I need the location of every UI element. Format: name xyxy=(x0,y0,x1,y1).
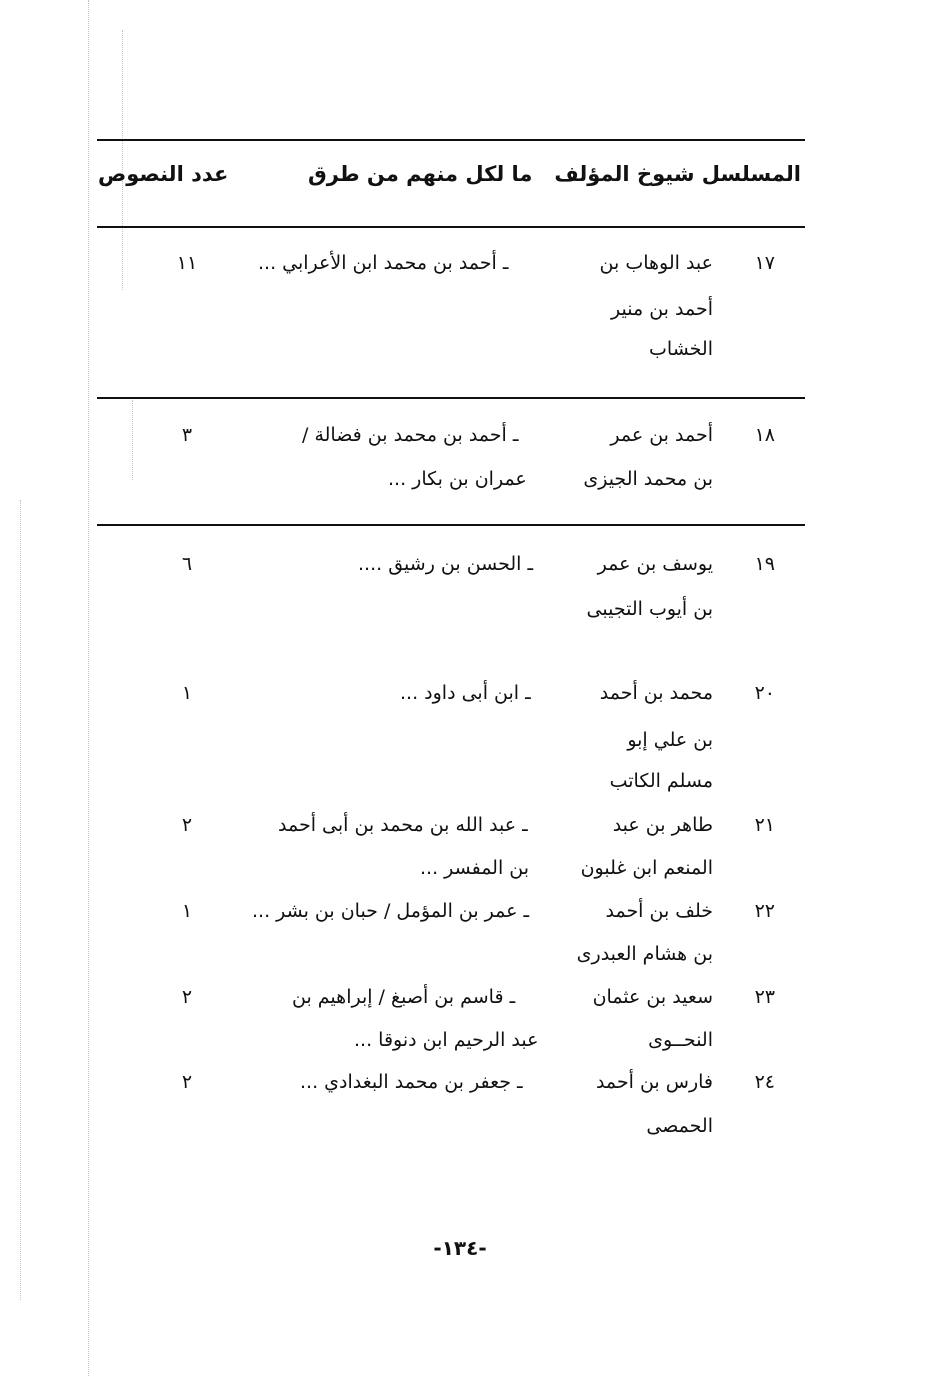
teacher-name: المنعم ابن غلبون xyxy=(580,857,713,879)
text-count: ٢ xyxy=(181,1071,193,1093)
text-count: ٢ xyxy=(181,814,193,836)
teacher-name: بن علي إبو xyxy=(627,729,713,751)
transmission-chain: ـ عبد الله بن محمد بن أبى أحمد xyxy=(278,814,528,836)
row-serial: ١٨ xyxy=(754,424,775,446)
teacher-name: خلف بن أحمد xyxy=(605,900,713,922)
transmission-chain: ـ قاسم بن أصبغ / إبراهيم بن xyxy=(292,986,516,1008)
teacher-name: أحمد بن منير xyxy=(611,298,713,320)
teacher-name: بن أيوب التجيبى xyxy=(586,598,713,620)
text-count: ١ xyxy=(181,900,193,922)
row-serial: ٢٢ xyxy=(754,900,775,922)
transmission-chain: بن المفسر ... xyxy=(420,857,530,879)
row-serial: ١٩ xyxy=(754,553,775,575)
row-serial: ٢٤ xyxy=(754,1071,775,1093)
scan-artifact-line xyxy=(132,400,133,480)
row-separator xyxy=(97,524,805,526)
transmission-chain: ـ أحمد بن محمد ابن الأعرابي ... xyxy=(258,252,509,274)
transmission-chain: ـ جعفر بن محمد البغدادي ... xyxy=(300,1071,523,1093)
transmission-chain: ـ عمر بن المؤمل / حبان بن بشر ... xyxy=(252,900,530,922)
text-count: ٢ xyxy=(181,986,193,1008)
page-number: -١٣٤- xyxy=(433,1236,487,1260)
text-count: ٦ xyxy=(181,553,193,575)
teacher-name: بن هشام العبدرى xyxy=(576,943,713,965)
column-header-via: ما لكل منهم من طرق xyxy=(308,162,533,186)
text-count: ١١ xyxy=(176,252,198,274)
header-bottom-rule xyxy=(97,226,805,228)
teacher-name: يوسف بن عمر xyxy=(597,553,713,575)
transmission-chain: عبد الرحيم ابن دنوقا ... xyxy=(354,1029,539,1051)
scan-artifact-line xyxy=(122,30,123,290)
teacher-name: الحمصى xyxy=(646,1115,713,1137)
row-serial: ١٧ xyxy=(754,252,775,274)
scan-artifact-line xyxy=(88,0,89,1376)
teacher-name: مسلم الكاتب xyxy=(609,770,713,792)
teacher-name: أحمد بن عمر xyxy=(610,424,713,446)
teacher-name: عبد الوهاب بن xyxy=(599,252,713,274)
row-separator xyxy=(97,397,805,399)
teacher-name: طاهر بن عبد xyxy=(612,814,713,836)
teacher-name: فارس بن أحمد xyxy=(595,1071,713,1093)
transmission-chain: ـ الحسن بن رشيق .... xyxy=(358,553,534,575)
teacher-name: محمد بن أحمد xyxy=(599,682,713,704)
row-serial: ٢٣ xyxy=(754,986,775,1008)
teacher-name: الخشاب xyxy=(649,338,713,360)
text-count: ٣ xyxy=(181,424,193,446)
transmission-chain: ـ أحمد بن محمد بن فضالة / xyxy=(302,424,519,446)
row-serial: ٢٠ xyxy=(754,682,775,704)
transmission-chain: ـ ابن أبى داود ... xyxy=(400,682,531,704)
table-top-rule xyxy=(97,139,805,141)
teacher-name: سعيد بن عثمان xyxy=(592,986,713,1008)
row-serial: ٢١ xyxy=(754,814,775,836)
transmission-chain: عمران بن بكار ... xyxy=(388,468,527,490)
scan-artifact-line xyxy=(20,500,21,1300)
column-header-teachers: المسلسل شيوخ المؤلف xyxy=(554,162,801,186)
teacher-name: بن محمد الجيزى xyxy=(583,468,713,490)
text-count: ١ xyxy=(181,682,193,704)
teacher-name: النحــوى xyxy=(648,1029,713,1051)
column-header-count: عدد النصوص xyxy=(98,162,229,186)
